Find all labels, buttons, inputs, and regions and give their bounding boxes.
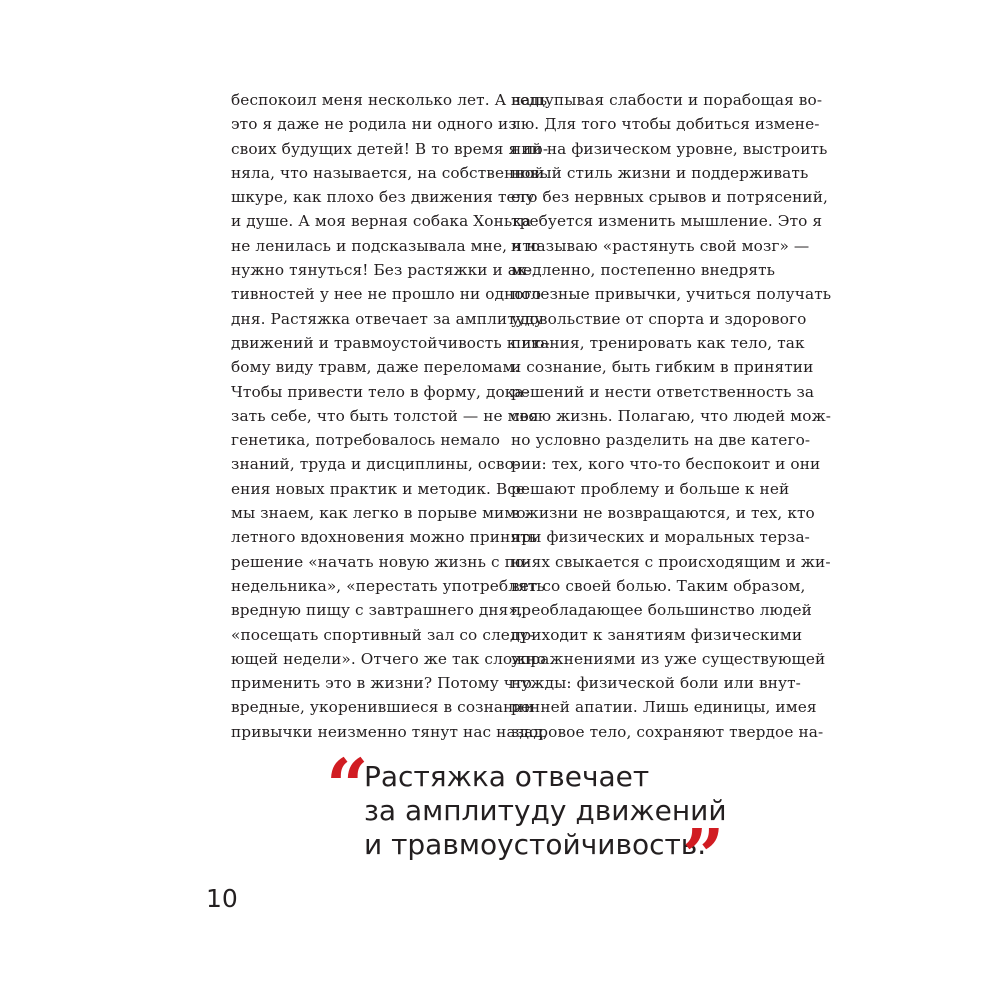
text-line: удовольствие от спорта и здорового xyxy=(511,309,807,328)
text-line: беспокоил меня несколько лет. А ведь xyxy=(231,91,548,109)
text-line: зать себе, что быть толстой — не моя xyxy=(231,406,539,425)
page-number: 10 xyxy=(206,884,238,913)
right-text-column xyxy=(511,88,832,744)
text-line: вредную пищу с завтрашнего дня», xyxy=(231,601,523,620)
text-line: нужно тянуться! Без растяжки и ак- xyxy=(231,261,532,280)
text-line: и душе. А моя верная собака Хонька xyxy=(231,212,532,231)
text-line: знаний, труда и дисциплины, осво- xyxy=(231,455,520,474)
left-text-column xyxy=(231,88,550,744)
text-line: его без нервных срывов и потрясений, xyxy=(511,188,828,207)
open-quote-icon: “ xyxy=(326,744,369,830)
text-line: и сознание, быть гибким в принятии xyxy=(511,358,814,377)
text-line: упражнениями из уже существующей xyxy=(511,649,826,668)
text-line: ний на физическом уровне, выстроить xyxy=(511,139,828,158)
text-line: няла, что называется, на собственной xyxy=(231,163,545,182)
text-line: мы знаем, как легко в порыве мимо- xyxy=(231,504,531,523)
text-line: нужды: физической боли или внут- xyxy=(511,674,801,693)
text-line: приходит к занятиям физическими xyxy=(511,625,803,644)
text-line: решение «начать новую жизнь с по- xyxy=(231,552,530,571)
text-line: полезные привычки, учиться получать xyxy=(511,285,832,304)
text-line: бому виду травм, даже переломам. xyxy=(231,358,520,377)
text-line: и называю «растянуть свой мозг» — xyxy=(511,236,810,255)
text-line: нащупывая слабости и порабощая во- xyxy=(511,91,823,109)
text-line: движений и травмоустойчивость к лю- xyxy=(231,333,550,352)
text-line: новый стиль жизни и поддерживать xyxy=(511,163,809,182)
text-line: при физических и моральных терза- xyxy=(511,528,810,547)
text-line: Чтобы привести тело в форму, дока- xyxy=(231,382,529,401)
text-line: это я даже не родила ни одного из xyxy=(231,115,517,134)
text-line: летного вдохновения можно принять xyxy=(231,528,538,547)
text-line: «посещать спортивный зал со следу- xyxy=(231,625,534,644)
text-line: медленно, постепенно внедрять xyxy=(511,261,776,280)
text-line: своих будущих детей! В то время я по- xyxy=(231,139,549,158)
text-line: в жизни не возвращаются, и тех, кто xyxy=(511,504,815,523)
text-line: дня. Растяжка отвечает за амплитуду xyxy=(231,309,544,328)
pull-quote-line: Растяжка отвечает xyxy=(364,760,650,793)
text-line: тивностей у нее не прошло ни одного xyxy=(231,285,542,304)
text-line: решений и нести ответственность за xyxy=(511,382,815,401)
text-line: генетика, потребовалось немало xyxy=(231,431,501,450)
text-line: рии: тех, кого что-то беспокоит и они xyxy=(511,455,821,474)
text-line: но условно разделить на две катего- xyxy=(511,431,811,450)
text-line: шкуре, как плохо без движения телу xyxy=(231,188,535,207)
text-line: применить это в жизни? Потому что xyxy=(231,674,532,693)
text-line: не ленилась и подсказывала мне, что xyxy=(231,236,541,255)
pull-quote-line: за амплитуду движений xyxy=(364,794,727,827)
text-line: недельника», «перестать употреблять xyxy=(231,576,545,595)
pull-quote-text xyxy=(364,760,727,862)
text-line: вредные, укоренившиеся в сознании xyxy=(231,698,534,717)
close-quote-icon: ” xyxy=(682,814,725,900)
text-line: ниях свыкается с происходящим и жи- xyxy=(511,552,831,571)
text-line: требуется изменить мышление. Это я xyxy=(511,212,823,231)
text-line: вет со своей болью. Таким образом, xyxy=(511,576,806,595)
text-line: здоровое тело, сохраняют твердое на- xyxy=(511,722,824,741)
text-line: свою жизнь. Полагаю, что людей мож- xyxy=(511,406,832,425)
pull-quote-line: и травмоустойчивость. xyxy=(364,828,707,861)
text-line: питания, тренировать как тело, так xyxy=(511,333,805,352)
text-line: ения новых практик и методик. Все xyxy=(231,479,526,498)
text-line: ющей недели». Отчего же так сложно xyxy=(231,649,546,668)
text-line: лю. Для того чтобы добиться измене- xyxy=(511,115,820,134)
text-line: преобладающее большинство людей xyxy=(511,601,812,620)
text-line: привычки неизменно тянут нас назад, xyxy=(231,722,548,741)
text-line: ренней апатии. Лишь единицы, имея xyxy=(511,698,817,717)
pull-quote xyxy=(326,744,746,900)
text-line: решают проблему и больше к ней xyxy=(511,479,790,498)
